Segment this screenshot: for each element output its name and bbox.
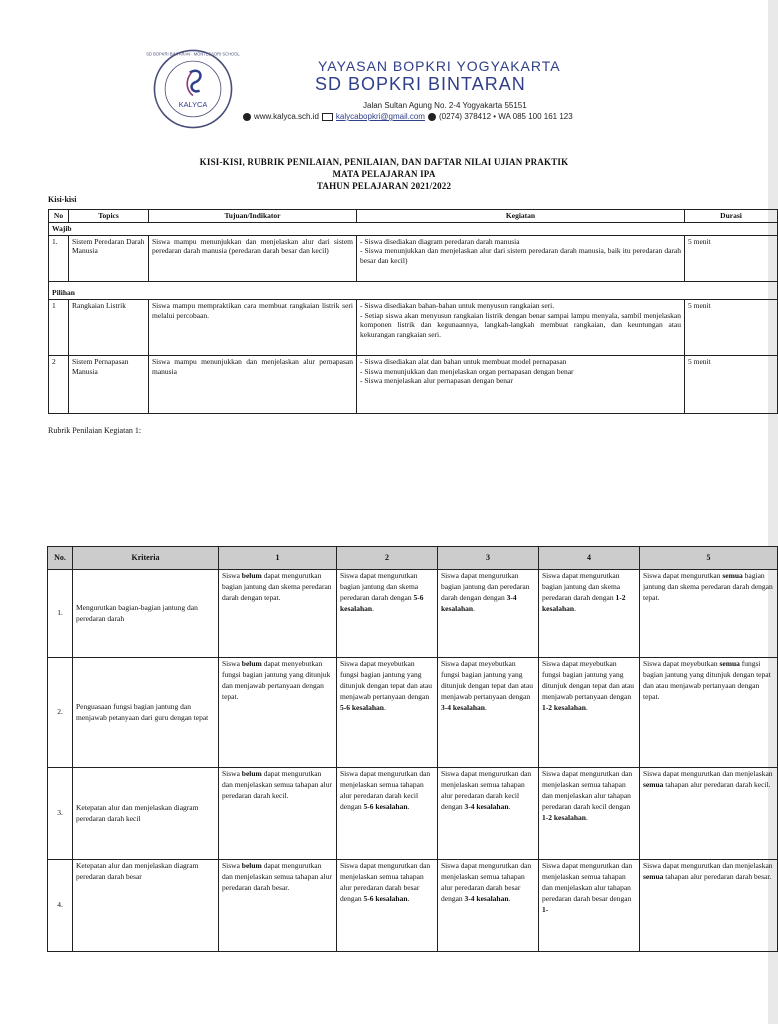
kisi-header-tujuan: Tujuan/Indikator bbox=[149, 210, 357, 223]
row-no: 1 bbox=[49, 299, 69, 355]
kegiatan-item: - Setiap siswa akan menyusun rangkaian listrik dengan benar sampai lampu menyala, sambil menjelaskan komponen listrik dan kegunaannya, langkah-langkah membuat rangkaian, dan keuntungan atau kekurangan rangkaian seri. bbox=[360, 310, 681, 339]
kegiatan-item: - Siswa menunjukkan dan menjelaskan alur dari sistem peredaran darah manusia, baik itu peredaran darah besar dan kecil) bbox=[360, 246, 681, 265]
rubrik-row-kriteria: Ketepatan alur dan menjelaskan diagram peredaran darah besar bbox=[73, 860, 219, 952]
row-kegiatan bbox=[357, 299, 685, 355]
kisi-header-kegiatan: Kegiatan bbox=[357, 210, 685, 223]
rubrik-score-5-cell: Siswa dapat mengurutkan dan menjelaskan semua tahapan alur peredaran darah besar. bbox=[640, 860, 778, 952]
rubrik-header-score-3: 3 bbox=[438, 547, 539, 570]
emphasis-text: belum bbox=[241, 659, 262, 668]
row-kegiatan bbox=[357, 235, 685, 281]
kisi-group-row bbox=[49, 287, 778, 299]
phone-icon bbox=[428, 113, 436, 121]
rubrik-header-row bbox=[48, 547, 778, 570]
emphasis-text: 1-2 kesalahan bbox=[542, 592, 626, 613]
rubrik-row-kriteria: Ketepatan alur dan menjelaskan diagram peredaran darah kecil bbox=[73, 768, 219, 860]
rubrik-header-score-1: 1 bbox=[219, 547, 337, 570]
emphasis-text: 3-4 kesalahan bbox=[464, 801, 509, 811]
kegiatan-item: - Siswa menjelaskan alur pernapasan dengan benar bbox=[360, 376, 513, 386]
emphasis-text: 1- bbox=[542, 904, 549, 914]
rubrik-row-no: 4. bbox=[48, 860, 73, 952]
rubrik-score-2-cell: Siswa dapat mengurutkan dan menjelaskan semua tahapan alur peredaran darah kecil dengan 5-6 kesalahan. bbox=[337, 768, 438, 860]
rubrik-score-2-cell: Siswa dapat mengurutkan dan menjelaskan semua tahapan alur peredaran darah besar dengan 5-6 kesalahan. bbox=[337, 860, 438, 952]
rubrik-score-3-cell: Siswa dapat meyebutkan fungsi bagian jantung yang ditunjuk dengan tepat dan atau menjawab pertanyaan dengan 3-4 kesalahan. bbox=[438, 658, 539, 768]
globe-icon bbox=[243, 113, 251, 121]
emphasis-text: belum bbox=[241, 769, 262, 778]
kisi-kisi-table bbox=[48, 209, 778, 414]
rubrik-score-2-cell: Siswa dapat mengurutkan bagian jantung dan skema peredaran darah dengan 5-6 kesalahan. bbox=[337, 570, 438, 658]
rubrik-label: Rubrik Penilaian Kegiatan 1: bbox=[48, 426, 142, 435]
kisi-header-no: No bbox=[49, 210, 69, 223]
row-kegiatan bbox=[357, 355, 685, 413]
rubrik-score-4-cell: Siswa dapat meyebutkan fungsi bagian jantung yang ditunjuk dengan tepat dan atau menjawab pertanyaan dengan 1-2 kesalahan. bbox=[539, 658, 640, 768]
emphasis-text: semua bbox=[643, 871, 664, 881]
rubrik-row-kriteria: Penguasaan fungsi bagian jantung dan menjawab petanyaan dari guru dengan tepat bbox=[73, 658, 219, 768]
rubrik-header-no: No. bbox=[48, 547, 73, 570]
kegiatan-item: - Siswa disediakan bahan-bahan untuk menyusun rangkaian seri. bbox=[360, 300, 555, 310]
rubrik-score-4-cell: Siswa dapat mengurutkan dan menjelaskan semua tahapan dan menjelaskan alur tahapan peredaran darah kecil dengan 1-2 kesalahan. bbox=[539, 768, 640, 860]
organization-name: YAYASAN BOPKRI YOGYAKARTA bbox=[318, 58, 561, 74]
rubrik-score-5-cell: Siswa dapat mengurutkan dan menjelaskan semua tahapan alur peredaran darah kecil. bbox=[640, 768, 778, 860]
contact-line bbox=[243, 112, 573, 121]
rubrik-score-1-cell: Siswa belum dapat mengurutkan bagian jantung dan skema peredaran darah dengan tepat. bbox=[219, 570, 337, 658]
row-topic: Rangkaian Listrik bbox=[69, 299, 149, 355]
table-row bbox=[48, 570, 778, 658]
rubrik-table bbox=[47, 546, 778, 952]
phone-text: (0274) 378412 • WA 085 100 161 123 bbox=[438, 112, 573, 121]
row-no: 2 bbox=[49, 355, 69, 413]
emphasis-text: 3-4 kesalahan bbox=[464, 893, 509, 903]
school-address: Jalan Sultan Agung No. 2-4 Yogyakarta 55151 bbox=[363, 101, 527, 110]
emphasis-text: 3-4 kesalahan bbox=[441, 592, 517, 613]
table-row bbox=[49, 299, 778, 355]
rubrik-score-5-cell: Siswa dapat mengurutkan semua bagian jantung dan skema peredaran darah dengan tepat. bbox=[640, 570, 778, 658]
title-line-1: KISI-KISI, RUBRIK PENILAIAN, PENILAIAN, DAN DAFTAR NILAI UJIAN PRAKTIK bbox=[199, 157, 569, 167]
group-label: Pilihan bbox=[49, 287, 778, 299]
table-row bbox=[49, 355, 778, 413]
title-line-3: TAHUN PELAJARAN 2021/2022 bbox=[316, 181, 452, 191]
rubrik-row-no: 3. bbox=[48, 768, 73, 860]
mail-icon bbox=[322, 113, 333, 121]
rubrik-score-1-cell: Siswa belum dapat menyebutkan fungsi bagian jantung yang ditunjuk dan menjawab pertanyaan dengan tepat. bbox=[219, 658, 337, 768]
rubrik-score-1-cell: Siswa belum dapat mengurutkan dan menjelaskan semua tahapan alur peredaran darah kecil. bbox=[219, 768, 337, 860]
rubrik-header-score-5: 5 bbox=[640, 547, 778, 570]
kisi-header-durasi: Durasi bbox=[685, 210, 778, 223]
emphasis-text: semua bbox=[719, 659, 740, 668]
kisi-label: Kisi-kisi bbox=[48, 195, 77, 204]
emphasis-text: belum bbox=[241, 861, 262, 870]
row-tujuan: Siswa mampu menunjukkan dan menjelaskan alur pernapasan manusia bbox=[149, 355, 357, 413]
rubrik-row-kriteria: Mengurutkan bagian-bagian jantung dan peredaran darah bbox=[73, 570, 219, 658]
school-logo bbox=[146, 48, 240, 130]
emphasis-text: 1-2 kesalahan bbox=[542, 702, 586, 712]
kegiatan-item: - Siswa menunjukkan dan menjelaskan organ pernapasan dengan benar bbox=[360, 366, 574, 376]
rubrik-header-score-4: 4 bbox=[539, 547, 640, 570]
row-durasi: 5 menit bbox=[685, 235, 778, 281]
emphasis-text: 5-6 kesalahan bbox=[363, 801, 408, 811]
rubrik-score-1-cell: Siswa belum dapat mengurutkan dan menjelaskan semua tahapan alur peredaran darah besar. bbox=[219, 860, 337, 952]
title-line-2: MATA PELAJARAN IPA bbox=[332, 169, 436, 179]
emphasis-text: 5-6 kesalahan bbox=[363, 893, 408, 903]
table-row bbox=[48, 768, 778, 860]
letterhead bbox=[140, 44, 630, 134]
kisi-header-row bbox=[49, 210, 778, 223]
row-durasi: 5 menit bbox=[685, 355, 778, 413]
rubrik-score-3-cell: Siswa dapat mengurutkan dan menjelaskan semua tahapan alur peredaran darah kecil dengan 3-4 kesalahan. bbox=[438, 768, 539, 860]
kegiatan-item: - Siswa disediakan alat dan bahan untuk membuat model pernapasan bbox=[360, 356, 567, 366]
row-no: 1. bbox=[49, 235, 69, 281]
row-tujuan: Siswa mampu mempraktikan cara membuat rangkaian listrik seri melalui percobaan. bbox=[149, 299, 357, 355]
school-name: SD BOPKRI BINTARAN bbox=[315, 74, 526, 94]
group-label: Wajib bbox=[49, 222, 778, 235]
email-link[interactable]: kalycabopkri@gmail.com bbox=[335, 112, 425, 121]
row-tujuan: Siswa mampu menunjukkan dan menjelaskan alur dari sistem peredaran darah manusia (peredaran darah besar dan kecil) bbox=[149, 235, 357, 281]
emphasis-text: semua bbox=[722, 571, 743, 580]
website-link[interactable]: www.kalyca.sch.id bbox=[254, 112, 319, 121]
row-topic: Sistem Peredaran Darah Manusia bbox=[69, 235, 149, 281]
rubrik-header-score-2: 2 bbox=[337, 547, 438, 570]
table-row bbox=[49, 235, 778, 281]
rubrik-score-4-cell: Siswa dapat mengurutkan bagian jantung dan skema peredaran darah dengan 1-2 kesalahan. bbox=[539, 570, 640, 658]
rubrik-row-no: 2. bbox=[48, 658, 73, 768]
rubrik-row-no: 1. bbox=[48, 570, 73, 658]
rubrik-header-kriteria: Kriteria bbox=[73, 547, 219, 570]
rubrik-score-3-cell: Siswa dapat mengurutkan dan menjelaskan semua tahapan alur peredaran darah besar dengan 3-4 kesalahan. bbox=[438, 860, 539, 952]
kegiatan-item: - Siswa disediakan diagram peredaran darah manusia bbox=[360, 236, 520, 246]
kisi-group-row bbox=[49, 222, 778, 235]
rubrik-score-2-cell: Siswa dapat meyebutkan fungsi bagian jantung yang ditunjuk dengan tepat dan atau menjawab pertanyaan dengan 5-6 kesalahan. bbox=[337, 658, 438, 768]
emphasis-text: 5-6 kesalahan bbox=[340, 702, 384, 712]
table-row bbox=[48, 658, 778, 768]
row-topic: Sistem Pernapasan Manusia bbox=[69, 355, 149, 413]
row-durasi: 5 menit bbox=[685, 299, 778, 355]
rubrik-score-3-cell: Siswa dapat mengurutkan bagian jantung dan peredaran darah dengan dengan 3-4 kesalahan. bbox=[438, 570, 539, 658]
svg-text:SD BOPKRI BINTARAN · MONTESSOR: SD BOPKRI BINTARAN · MONTESSORI SCHOOL bbox=[146, 51, 240, 57]
kisi-header-topic: Topics bbox=[69, 210, 149, 223]
rubrik-score-5-cell: Siswa dapat meyebutkan semua fungsi bagian jantung yang ditunjuk dengan tepat dan atau menjawab pertanyaan dengan tepat. bbox=[640, 658, 778, 768]
emphasis-text: belum bbox=[241, 571, 262, 580]
rubrik-score-4-cell: Siswa dapat mengurutkan dan menjelaskan semua tahapan dan menjelaskan alur tahapan peredaran darah besar dengan 1- bbox=[539, 860, 640, 952]
emphasis-text: 3-4 kesalahan bbox=[441, 702, 485, 712]
svg-text:KALYCA: KALYCA bbox=[178, 100, 208, 110]
emphasis-text: 1-2 kesalahan bbox=[542, 812, 586, 822]
emphasis-text: 5-6 kesalahan bbox=[340, 592, 424, 613]
table-row bbox=[48, 860, 778, 952]
emphasis-text: semua bbox=[643, 779, 664, 789]
